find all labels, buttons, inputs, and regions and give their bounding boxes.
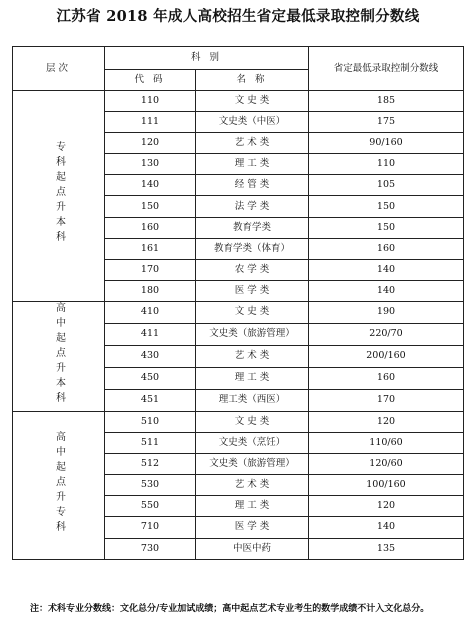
code-cell: 430	[105, 345, 196, 367]
code-cell: 161	[105, 238, 196, 259]
score-cell: 120/60	[309, 454, 464, 475]
name-cell: 艺 术 类	[196, 345, 309, 367]
score-cell: 200/160	[309, 345, 464, 367]
code-cell: 120	[105, 133, 196, 154]
code-cell: 550	[105, 496, 196, 517]
name-cell: 理 工 类	[196, 496, 309, 517]
score-cell: 110	[309, 154, 464, 175]
score-cell: 190	[309, 301, 464, 323]
score-cell: 105	[309, 175, 464, 196]
table-body	[13, 91, 464, 560]
table-row	[13, 301, 464, 323]
name-cell: 理 工 类	[196, 154, 309, 175]
name-cell: 文史类（旅游管理）	[196, 323, 309, 345]
header-score: 省定最低录取控制分数线	[309, 47, 464, 91]
code-cell: 451	[105, 389, 196, 411]
code-cell: 511	[105, 433, 196, 454]
score-cell: 185	[309, 91, 464, 112]
score-cell: 120	[309, 496, 464, 517]
level-label: 高中起点升专科	[53, 430, 65, 536]
score-cell: 160	[309, 238, 464, 259]
header-subject: 科 别	[105, 47, 309, 70]
footnote: 注：术科专业分数线：文化总分/专业加试成绩；高中起点艺术专业考生的数学成绩不计入文化总分。	[30, 604, 430, 614]
score-cell: 110/60	[309, 433, 464, 454]
code-cell: 530	[105, 475, 196, 496]
level-cell	[13, 301, 105, 411]
name-cell: 文 史 类	[196, 411, 309, 432]
name-cell: 教育学类	[196, 217, 309, 238]
level-label: 高中起点升本科	[53, 301, 65, 407]
level-cell	[13, 91, 105, 302]
name-cell: 文史类（旅游管理）	[196, 454, 309, 475]
score-cell: 120	[309, 411, 464, 432]
score-cell: 220/70	[309, 323, 464, 345]
name-cell: 医 学 类	[196, 517, 309, 538]
score-cell: 175	[309, 112, 464, 133]
code-cell: 150	[105, 196, 196, 217]
score-cell: 100/160	[309, 475, 464, 496]
score-cell: 140	[309, 517, 464, 538]
code-cell: 410	[105, 301, 196, 323]
name-cell: 文 史 类	[196, 91, 309, 112]
code-cell: 110	[105, 91, 196, 112]
name-cell: 文史类（烹饪）	[196, 433, 309, 454]
header-level: 层次	[13, 47, 105, 91]
score-cell: 170	[309, 389, 464, 411]
name-cell: 医 学 类	[196, 280, 309, 301]
code-cell: 730	[105, 538, 196, 559]
code-cell: 160	[105, 217, 196, 238]
name-cell: 文史类（中医）	[196, 112, 309, 133]
name-cell: 理 工 类	[196, 367, 309, 389]
score-cell: 150	[309, 217, 464, 238]
name-cell: 艺 术 类	[196, 133, 309, 154]
score-table	[12, 46, 464, 560]
name-cell: 法 学 类	[196, 196, 309, 217]
name-cell: 文 史 类	[196, 301, 309, 323]
code-cell: 710	[105, 517, 196, 538]
name-cell: 理工类（西医）	[196, 389, 309, 411]
score-cell: 160	[309, 367, 464, 389]
header-name: 名 称	[196, 70, 309, 91]
name-cell: 教育学类（体育）	[196, 238, 309, 259]
score-cell: 150	[309, 196, 464, 217]
code-cell: 130	[105, 154, 196, 175]
name-cell: 中医中药	[196, 538, 309, 559]
code-cell: 111	[105, 112, 196, 133]
table-row	[13, 91, 464, 112]
name-cell: 农 学 类	[196, 259, 309, 280]
table-row	[13, 411, 464, 432]
score-cell: 90/160	[309, 133, 464, 154]
level-label: 专科起点升本科	[53, 141, 65, 247]
code-cell: 450	[105, 367, 196, 389]
score-cell: 140	[309, 259, 464, 280]
header-code: 代 码	[105, 70, 196, 91]
page-title: 江苏省 2018 年成人高校招生省定最低录取控制分数线	[56, 8, 420, 25]
code-cell: 180	[105, 280, 196, 301]
code-cell: 170	[105, 259, 196, 280]
name-cell: 艺 术 类	[196, 475, 309, 496]
score-cell: 140	[309, 280, 464, 301]
code-cell: 411	[105, 323, 196, 345]
code-cell: 510	[105, 411, 196, 432]
code-cell: 140	[105, 175, 196, 196]
name-cell: 经 管 类	[196, 175, 309, 196]
level-cell	[13, 411, 105, 559]
code-cell: 512	[105, 454, 196, 475]
score-cell: 135	[309, 538, 464, 559]
